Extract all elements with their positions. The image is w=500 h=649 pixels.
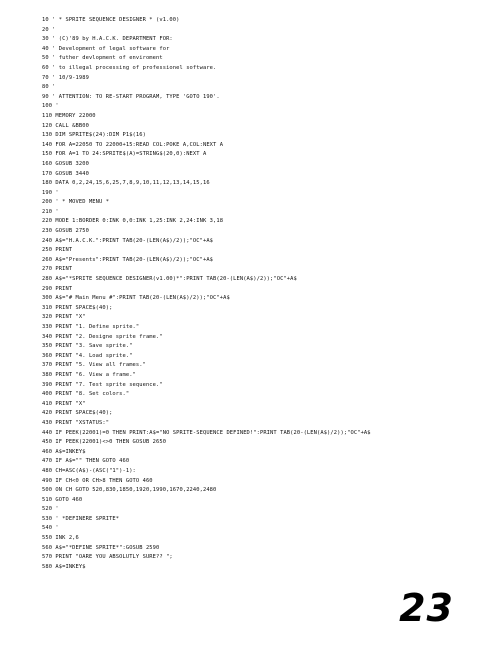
code-line: 70 ' 10/9-1989 xyxy=(42,74,89,81)
code-line: 380 PRINT "6. View a frame." xyxy=(42,371,136,378)
code-line: 500 ON CH GOTO 520,830,1850,1920,1990,1670,2240,2480 xyxy=(42,487,217,494)
code-line: 50 ' futher devlopment of enviroment xyxy=(42,55,163,62)
code-line: 270 PRINT xyxy=(42,266,73,273)
code-line: 260 A$="Presents":PRINT TAB(20-(LEN(A$)/2));"OC"+A$ xyxy=(42,256,214,263)
code-line: 440 IF PEEK(22001)=0 THEN PRINT:A$="NO SPRITE-SEQUENCE DEFINED!":PRINT TAB(20-(LEN(A$)/2));"OC"+A$ xyxy=(42,429,371,436)
code-line: 160 GOSUB 3200 xyxy=(42,160,89,167)
code-line: 340 PRINT "2. Designe sprite frame." xyxy=(42,333,163,340)
code-line: 520 ' xyxy=(42,506,59,513)
code-line: 240 A$="H.A.C.K.":PRINT TAB(20-(LEN(A$)/2));"OC"+A$ xyxy=(42,237,214,244)
code-line: 390 PRINT "7. Test sprite sequence." xyxy=(42,381,163,388)
code-line: 80 ' xyxy=(42,84,56,91)
code-line: 150 FOR A=1 TO 24:SPRITE$(A)=STRING$(20,0):NEXT A xyxy=(42,151,207,158)
code-line: 290 PRINT xyxy=(42,285,73,292)
code-line: 90 ' ATTENTION: TO RE-START PROGRAM, TYPE 'GOTO 190'. xyxy=(42,93,220,100)
code-line: 330 PRINT "1. Define sprite." xyxy=(42,324,140,330)
code-line: 300 A$="# Main Menu #":PRINT TAB(20-(LEN(A$)/2));"OC"+A$ xyxy=(42,295,230,302)
code-line: 410 PRINT "X" xyxy=(42,400,86,407)
code-line: 40 ' Development of legal software for xyxy=(42,45,170,52)
code-line: 550 INK 2,6 xyxy=(42,535,79,542)
code-line: 560 A$="*DEFINE SPRITE*":GOSUB 2590 xyxy=(42,544,160,551)
code-line: 370 PRINT "5. View all frames." xyxy=(42,362,146,369)
code-line: 190 ' xyxy=(42,189,59,196)
code-line: 280 A$="*SPRITE SEQUENCE DESIGNER(v1.00)*":PRINT TAB(20-(LEN(A$)/2));"OC"+A$ xyxy=(42,276,297,283)
code-line: 320 PRINT "X" xyxy=(42,314,86,321)
code-line: 570 PRINT "OARE YOU ABSOLUTLY SURE?? "; xyxy=(42,554,173,561)
code-line: 110 MEMORY 22000 xyxy=(42,112,96,119)
code-line: 180 DATA 0,2,24,15,6,25,7,8,9,10,11,12,13,14,15,16 xyxy=(42,180,210,187)
code-line: 480 CH=ASC(A$)-(ASC("1")-1): xyxy=(42,467,136,474)
code-line: 540 ' xyxy=(42,525,59,532)
code-line: 580 A$=INKEY$ xyxy=(42,563,86,570)
code-line: 400 PRINT "8. Set colors." xyxy=(42,391,130,398)
code-line: 210 ' xyxy=(42,208,59,215)
code-line: 60 ' to illegal processing of professionel software. xyxy=(42,64,217,71)
code-line: 220 MODE 1:BORDER 0:INK 0,0:INK 1,25:INK 2,24:INK 3,18 xyxy=(42,218,224,225)
code-line: 200 ' * MOVED MENU * xyxy=(42,199,110,206)
code-line: 450 IF PEEK(22001)<>0 THEN GOSUB 2650 xyxy=(42,439,167,446)
code-line: 120 CALL &BB00 xyxy=(42,122,89,129)
code-line: 20 ' xyxy=(42,26,56,33)
code-line: 490 IF CH<0 OR CH>8 THEN GOTO 460 xyxy=(42,477,153,484)
code-line: 420 PRINT SPACE$(40); xyxy=(42,410,113,417)
code-line: 130 DIM SPRITE$(24):DIM P1$(16) xyxy=(42,132,146,139)
code-line: 250 PRINT xyxy=(42,247,73,254)
code-line: 470 IF A$="" THEN GOTO 460 xyxy=(42,458,130,465)
basic-program-listing xyxy=(42,16,482,572)
code-line: 510 GOTO 460 xyxy=(42,496,83,503)
code-line: 10 ' * SPRITE SEQUENCE DESIGNER * (v1.00) xyxy=(42,17,180,23)
code-line: 170 GOSUB 3440 xyxy=(42,170,89,177)
page-number: 23 xyxy=(399,586,454,630)
code-line: 430 PRINT "XSTATUS:" xyxy=(42,419,110,426)
code-line: 30 ' (C)'89 by H.A.C.K. DEPARTMENT FOR: xyxy=(42,36,173,43)
code-line: 100 ' xyxy=(42,103,59,110)
code-line: 140 FOR A=22050 TO 22000+15:READ COL:POKE A,COL:NEXT A xyxy=(42,141,224,148)
code-line: 230 GOSUB 2750 xyxy=(42,228,89,235)
code-line: 360 PRINT "4. Load sprite." xyxy=(42,352,133,359)
code-line: 310 PRINT SPACE$(40); xyxy=(42,304,113,311)
code-line: 460 A$=INKEY$ xyxy=(42,448,86,455)
code-line: 530 ' *DEFINERE SPRITE* xyxy=(42,515,120,522)
code-line: 350 PRINT "3. Save sprite." xyxy=(42,343,133,350)
